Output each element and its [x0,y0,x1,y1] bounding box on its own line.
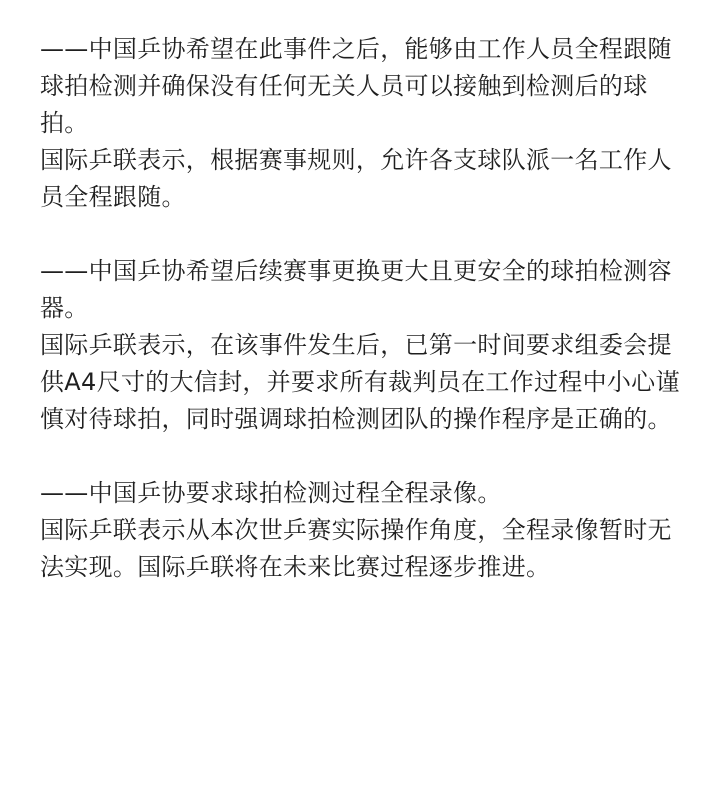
request-paragraph: ——中国乒协希望后续赛事更换更大且更安全的球拍检测容器。 [40,257,672,322]
response-paragraph: 国际乒联表示，在该事件发生后，已第一时间要求组委会提供A4尺寸的大信封，并要求所有裁判员在工作过程中小心谨慎对待球拍，同时强调球拍检测团队的操作程序是正确的。 [40,331,680,433]
response-paragraph: 国际乒联表示从本次世乒赛实际操作角度，全程录像暂时无法实现。国际乒联将在未来比赛过程逐步推进。 [40,516,672,581]
request-paragraph: ——中国乒协希望在此事件之后，能够由工作人员全程跟随球拍检测并确保没有任何无关人员可以接触到检测后的球拍。 [40,35,672,137]
section-video-recording [40,475,690,586]
article-body [40,31,690,586]
request-paragraph: ——中国乒协要求球拍检测过程全程录像。 [40,479,502,507]
response-paragraph: 国际乒联表示，根据赛事规则，允许各支球队派一名工作人员全程跟随。 [40,146,672,211]
section-racket-escort [40,31,690,216]
section-testing-container [40,253,690,438]
